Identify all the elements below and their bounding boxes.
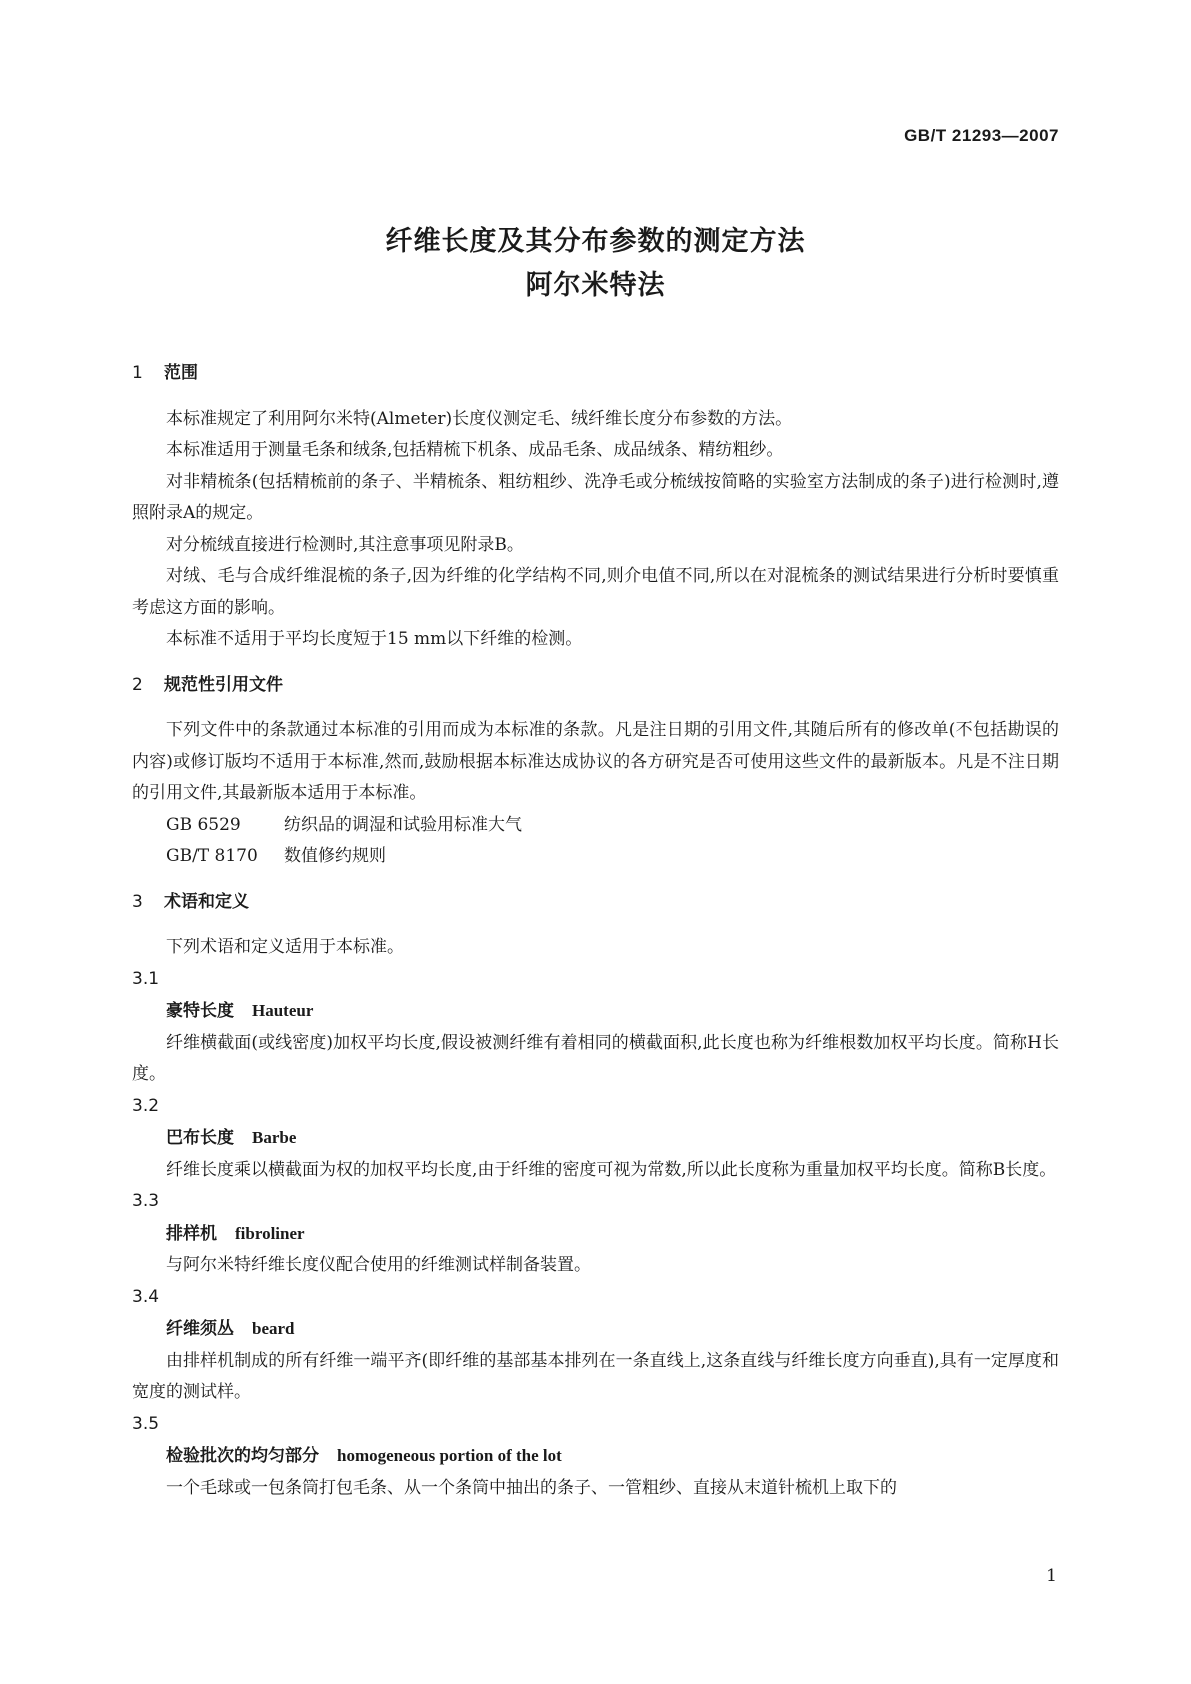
standard-number: GB/T 21293—2007 bbox=[904, 126, 1059, 145]
reference-code: GB 6529 bbox=[166, 814, 241, 835]
section-number: 3 bbox=[132, 891, 143, 912]
term-name bbox=[132, 1122, 1059, 1155]
term-number: 3.2 bbox=[132, 1095, 160, 1116]
paragraph: 对非精梳条(包括精梳前的条子、半精梳条、粗纺粗纱、洗净毛或分梳绒按简略的实验室方法制成的条子)进行检测时,遵照附录A的规定。 bbox=[132, 471, 1059, 523]
term-name-en: Barbe bbox=[252, 1128, 297, 1147]
section-number: 1 bbox=[132, 363, 143, 383]
reference-title: 数值修约规则 bbox=[284, 846, 386, 866]
term-definition: 纤维横截面(或线密度)加权平均长度,假设被测纤维有着相同的横截面积,此长度也称为纤维根数加权平均长度。简称H长度。 bbox=[132, 1032, 1059, 1084]
title-line-2: 阿尔米特法 bbox=[525, 270, 666, 301]
term-definition: 由排样机制成的所有纤维一端平齐(即纤维的基部基本排列在一条直线上,这条直线与纤维长度方向垂直),具有一定厚度和宽度的测试样。 bbox=[132, 1350, 1059, 1402]
section-2-heading bbox=[132, 670, 1059, 702]
paragraph: 对绒、毛与合成纤维混梳的条子,因为纤维的化学结构不同,则介电值不同,所以在对混梳条的测试结果进行分析时要慎重考虑这方面的影响。 bbox=[132, 566, 1059, 618]
section-3-heading bbox=[132, 887, 1059, 919]
term-name bbox=[132, 995, 1059, 1028]
paragraph: 本标准规定了利用阿尔米特(Almeter)长度仪测定毛、绒纤维长度分布参数的方法。 bbox=[166, 408, 793, 429]
term-name-en: beard bbox=[252, 1319, 295, 1338]
term-name bbox=[132, 1313, 1059, 1346]
term-name bbox=[132, 1218, 1059, 1251]
term-name-zh: 纤维须丛 bbox=[166, 1319, 234, 1339]
term-name-zh: 检验批次的均匀部分 bbox=[166, 1446, 319, 1466]
title-line-1: 纤维长度及其分布参数的测定方法 bbox=[385, 226, 806, 257]
section-title: 范围 bbox=[164, 363, 198, 383]
term-number: 3.3 bbox=[132, 1191, 160, 1211]
term-definition: 与阿尔米特纤维长度仪配合使用的纤维测试样制备装置。 bbox=[166, 1255, 591, 1275]
document-title bbox=[0, 220, 1191, 308]
term-name-zh: 豪特长度 bbox=[166, 1001, 234, 1021]
term-name-zh: 巴布长度 bbox=[166, 1128, 234, 1148]
term-number: 3.5 bbox=[132, 1413, 160, 1434]
term-definition: 一个毛球或一包条筒打包毛条、从一个条筒中抽出的条子、一管粗纱、直接从末道针梳机上取下的 bbox=[166, 1477, 897, 1498]
reference-title: 纺织品的调湿和试验用标准大气 bbox=[284, 814, 522, 835]
paragraph: 下列术语和定义适用于本标准。 bbox=[166, 937, 404, 957]
page-number: 1 bbox=[1046, 1566, 1057, 1586]
reference-code: GB/T 8170 bbox=[166, 846, 258, 866]
term-definition: 纤维长度乘以横截面为权的加权平均长度,由于纤维的密度可视为常数,所以此长度称为重量加权平均长度。简称B长度。 bbox=[166, 1159, 1057, 1180]
paragraph: 本标准适用于测量毛条和绒条,包括精梳下机条、成品毛条、成品绒条、精纺粗纱。 bbox=[166, 440, 784, 460]
term-number: 3.1 bbox=[132, 968, 160, 989]
document-body bbox=[132, 358, 1059, 1504]
reference-item bbox=[132, 841, 1059, 873]
term-name-en: Hauteur bbox=[252, 1001, 314, 1020]
term-name-en: fibroliner bbox=[235, 1223, 305, 1243]
paragraph: 下列文件中的条款通过本标准的引用而成为本标准的条款。凡是注日期的引用文件,其随后所有的修改单(不包括勘误的内容)或修订版均不适用于本标准,然而,鼓励根据本标准达成协议的各方研究是否可使用这些文件的最新版本。凡是不注日期的引用文件,其最新版本适用于本标准。 bbox=[132, 720, 1059, 803]
term-number: 3.4 bbox=[132, 1286, 160, 1307]
section-title: 规范性引用文件 bbox=[164, 674, 283, 695]
section-1-heading bbox=[132, 358, 1059, 390]
term-name-zh: 排样机 bbox=[166, 1223, 217, 1244]
term-name bbox=[132, 1440, 1059, 1473]
section-title: 术语和定义 bbox=[164, 891, 249, 912]
section-number: 2 bbox=[132, 674, 143, 695]
paragraph: 对分梳绒直接进行检测时,其注意事项见附录B。 bbox=[166, 534, 524, 555]
paragraph: 本标准不适用于平均长度短于15 mm以下纤维的检测。 bbox=[166, 629, 583, 649]
term-name-en: homogeneous portion of the lot bbox=[337, 1446, 562, 1465]
reference-item bbox=[132, 810, 1059, 842]
